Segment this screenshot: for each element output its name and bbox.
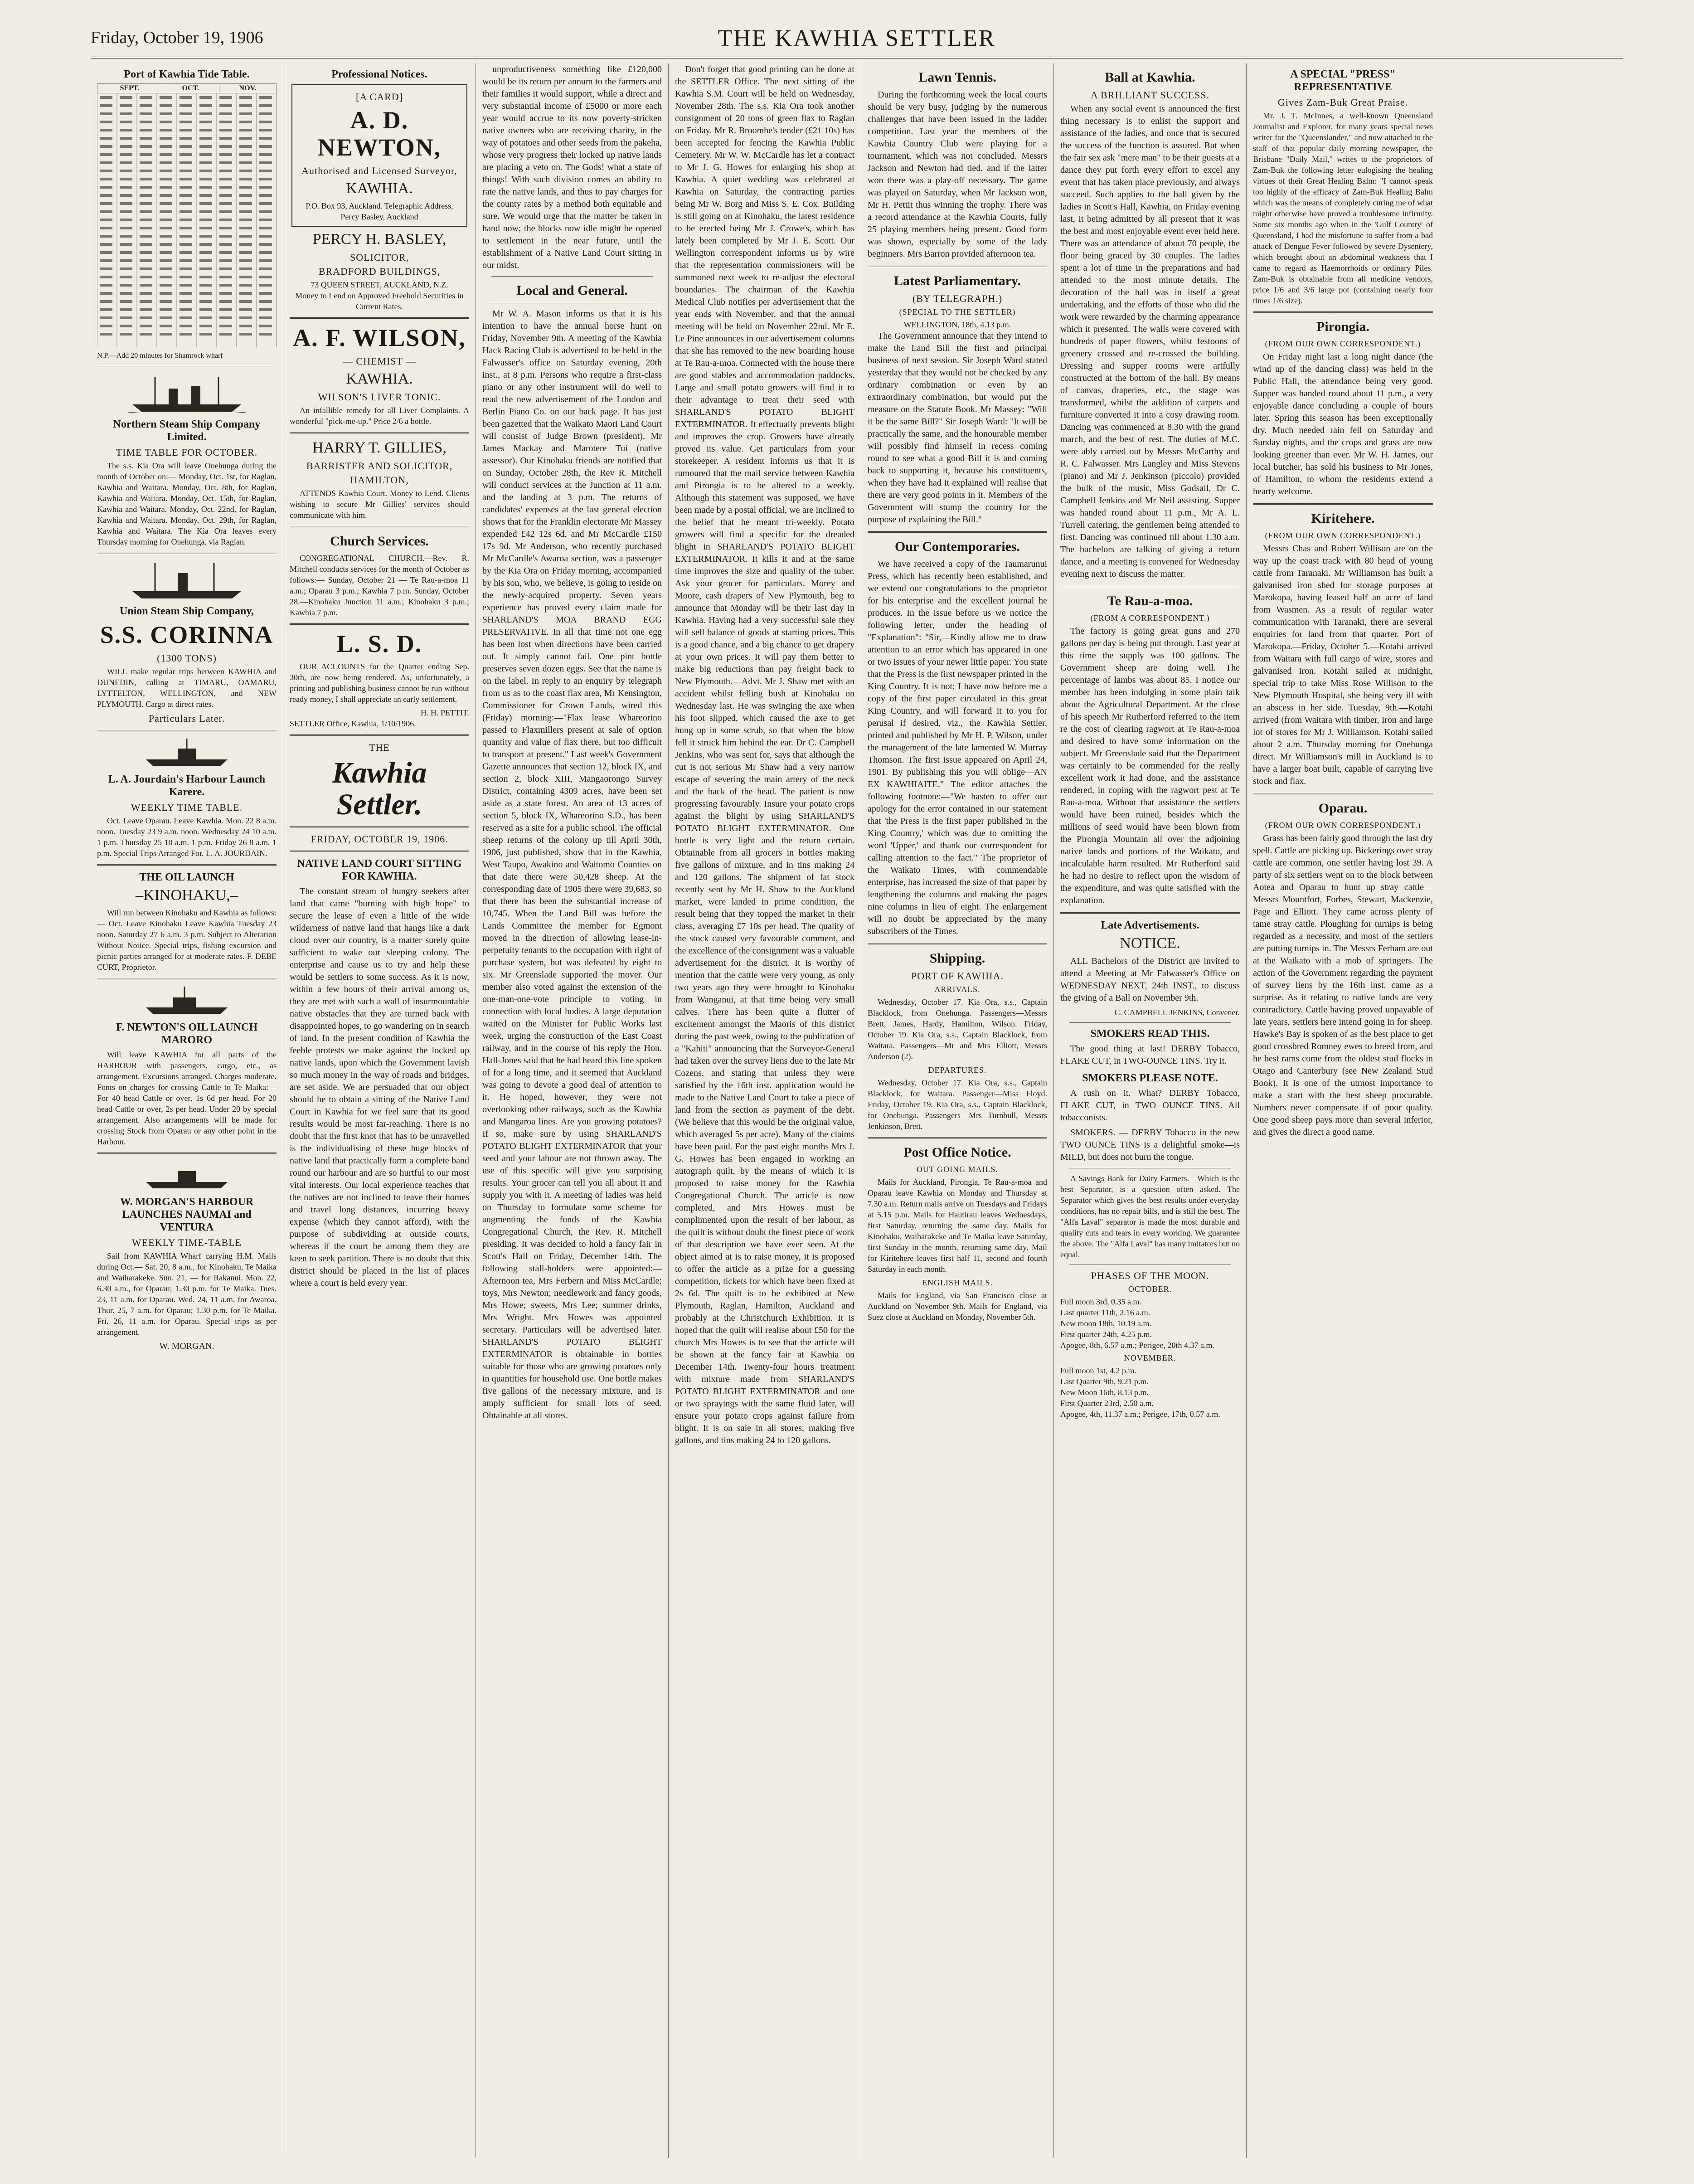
column-6 <box>1054 63 1247 2158</box>
tide-month-nov: NOV. <box>219 84 276 93</box>
contemporaries-text: We have received a copy of the Taumarunui Press, which has recently been established, and we extend our congratulations to the proprietor for his enterprise and the excellent journal he produces. In the issue before us we notice the following letter, under the heading of "Explanation": "Sir,—Kindly allow me to draw attention to an error which has appeared in one or two issues of your newer little paper. You state that the Press is the first newspaper printed in the King Country. It is not; I have now before me a copy of the first paper circulated in this great King Country, and will forward it to you for perusal if desired, viz., the Kawhia Settler, printed and published by Mr H. P. Wilson, under the management of the late lamented W. Murray Thomson. The first issue appeared on April 24, 1901. By publishing this you will oblige—AN EX KAWHIAITE." The editor attaches the following footnote:—"We hasten to offer our apology for the error contained in our statement that 'the Press is the first paper published in the King Country,' which was due to omitting the word 'Upper,' and thank our correspondent for calling attention to the fact." The proprietor of the Waikato Times, with commendable enterprise, has increased the size of that paper by lengthening the columns and making the pages nine columns in lieu of eight. The enlargement will no doubt be appreciated by the many subscribers of the Times. <box>868 559 1047 936</box>
newspaper-title: THE KAWHIA SETTLER <box>718 25 996 51</box>
church-services-text: CONGREGATIONAL CHURCH.—Rev. R. Mitchell conducts services for the month of October as follows:— Sunday, October 21 — Te Rau-a-moa 11 a.m.; Oparau 3 p.m.; Kawhia 7 p.m. Sunday, October 28.—Kinohaku Junction 11 a.m.; Kinohaku 3 p.m.; Kawhia 7 p.m. <box>290 554 469 617</box>
union-steam-title: Union Steam Ship Company, <box>119 605 254 617</box>
port-of-kawhia: PORT OF KAWHIA. <box>911 970 1004 982</box>
notice-text: ALL Bachelors of the District are invited to attend a Meeting at Mr Falwasser's Office on WEDNESDAY NEXT, 24th INST., to discuss the giving of a Ball on November 9th. <box>1060 956 1240 1003</box>
moon-oct-row: First quarter 24th, 4.25 p.m. <box>1060 1330 1152 1339</box>
oil-launch-text: Will run between Kinohaku and Kawhia as follows:— Oct. Leave Kinohaku Leave Kawhia Tuesday 23 noon. Saturday 27 6 a.m. 3 p.m. Subject to Alteration Without Notice. Special trips, fishing excursion and picnic parties arranged for at moderate rates. F. DEBE CURT, Proprietor. <box>97 908 277 972</box>
moon-nov-row: New Moon 16th, 8.13 p.m. <box>1060 1388 1149 1397</box>
english-mails: ENGLISH MAILS. <box>922 1278 993 1287</box>
moon-november: NOVEMBER. <box>1124 1353 1176 1362</box>
ball-title: Ball at Kawhia. <box>1105 70 1195 85</box>
local-general-title: Local and General. <box>516 283 628 298</box>
tide-month-sept: SEPT. <box>97 84 162 93</box>
latest-parliamentary-text: The Government announce that they intend to make the Land Bill the first and principal business of next session. Sir Joseph Ward stated yesterday that they would not be checked by any ordinary combination or even by an extraordinary combination, but would put the measure on the Statute Book. Mr Massey: "Will it be the same Bill?" Sir Joseph Ward: "It will be practically the same, and the honourable member will possibly find himself in recess coming round to see what a good Bill it is and coming back to supporting it, because his constituents, when they have had it explained will realise that there are very good points in it. Members of the Government will stump the country for the purpose of explaining the Bill." <box>868 331 1047 525</box>
departures-title: DEPARTURES. <box>928 1065 987 1075</box>
moon-oct-row: Last quarter 11th, 2.16 a.m. <box>1060 1308 1150 1317</box>
moon-nov-row: First Quarter 23rd, 2.50 a.m. <box>1060 1399 1154 1408</box>
newton-name: A. D. NEWTON, <box>317 107 442 161</box>
tide-table-title: Port of Kawhia Tide Table. <box>124 68 250 80</box>
smokers-text: The good thing at last! DERBY Tobacco, FLAKE CUT, in TWO-OUNCE TINS. Try it. <box>1060 1044 1240 1066</box>
zam-buk-subtitle: Gives Zam-Buk Great Praise. <box>1277 97 1408 108</box>
basley-name: PERCY H. BASLEY, <box>312 231 447 248</box>
smokers-text-3: SMOKERS. — DERBY Tobacco in the new TWO OUNCE TINS is a delightful smoke—is MILD, but does not burn the tongue. <box>1060 1128 1240 1162</box>
columns <box>91 63 1632 2158</box>
launch-icon <box>141 737 232 769</box>
smokers-title-2: SMOKERS PLEASE NOTE. <box>1082 1072 1218 1084</box>
column-1 <box>91 63 283 2158</box>
native-land-continued: unproductiveness something like £120,000 would be its return per annum to the farmers and their families it would support, while a direct and very substantial income of £5000 or more each year would accrue to its now poverty-stricken native owners who are receiving charity, in the way of potatoes and other seeds from the pakeha, whose very progress their locked up native lands are placing a veto on. The Gods! what a state of things! With such division comes an ability to rate the native lands, and thus to pay charges for the county rates by a method both equitable and sure. We would urge that the matter be taken in hand now; the blocks now idle might be opened to settlement in the near future, until the establishment of a Native Land Court sitting in our midst. <box>482 64 662 270</box>
basley-lending: Money to Lend on Approved Freehold Securities in Current Rates. <box>295 291 464 311</box>
zam-buk-title: A SPECIAL "PRESS" REPRESENTATIVE <box>1290 68 1396 93</box>
tide-table <box>97 83 277 93</box>
special-to-settler: (SPECIAL TO THE SETTLER) <box>899 307 1016 316</box>
late-advertisements-title: Late Advertisements. <box>1101 919 1199 931</box>
zam-buk-text: Mr. J. T. McInnes, a well-known Queensland Journalist and Explorer, for many years special news writer for the "Queenslander," and now attached to the staff of that popular daily morning newspaper, the Brisbane "Daily Mail," writes to the proprietors of Zam-Buk the following letter eulogising the healing virtues of their Great Healing Balm: "I cannot speak too highly of the efficacy of Zam-Buk Healing Balm which was the means of completely curing me of what might otherwise have proved a troublesome infirmity. Some six months ago when in the 'Gulf Country' of Queensland, I had the misfortune to suffer from a bad attack of Dengue Fever followed by severe Dysentery, which brought about an abdominal weakness that I came to regard as Haemorrhoids or ordinary Piles. Zam-Buk is obtainable from all medicine vendors, price 1/6 and 3/6 large pot (containing nearly four times 1/6 size). <box>1253 111 1433 305</box>
lawn-tennis-text: During the forthcoming week the local courts should be very busy, judging by the numerous challenges that have been issued in the ladder competition. Last year the members of the Kawhia Country Club were playing for a tournament, which was not concluded. Messrs Jackson and Newton had tied, and if the latter won there was a play-off necessary. The game was played on Saturday, when Mr Jackson won, Mr H. Pettit thus winning the trophy. There was a record attendance at the Kawhia Courts, fully 25 playing members being present. Good form was shown, especially by some of the lady beginners. Mrs Barron provided afternoon tea. <box>868 90 1047 259</box>
oil-launch-title: THE OIL LAUNCH <box>139 871 234 883</box>
moon-nov-row: Full moon 1st, 4.2 p.m. <box>1060 1366 1137 1375</box>
jourdain-title: L. A. Jourdain's Harbour Launch Karere. <box>108 773 266 798</box>
corinna-text: WILL make regular trips between KAWHIA and DUNEDIN, calling at TIMARU, OAMARU, LYTTELTON, WELLINGTON, and NEW PLYMOUTH. Cargo at direct rates. <box>97 667 277 709</box>
wilson-town: KAWHIA. <box>346 370 413 387</box>
newton-card <box>291 84 467 227</box>
ball-subtitle: A BRILLIANT SUCCESS. <box>1090 89 1210 101</box>
kiritehere-correspondent: (FROM OUR OWN CORRESPONDENT.) <box>1265 531 1421 540</box>
latest-parliamentary-title: Latest Parliamentary. <box>894 273 1021 288</box>
lsd-office: SETTLER Office, Kawhia, 1/10/1906. <box>290 719 416 728</box>
column-2 <box>283 63 476 2158</box>
nameplate-the: THE <box>369 742 390 753</box>
local-general-continued: Don't forget that good printing can be done at the SETTLER Office. The next sitting of the Kawhia S.M. Court will be held on Wednesday, November 28th. The s.s. Kia Ora took another consignment of 20 tons of green flax to Raglan on Friday. Mr R. Broomhe's tender (£21 10s) has been accepted for fencing the Kawhia Public Cemetery. Mr W. W. McCardle has let a contract to Mr J. G. Howes for enlarging his shop at Kawhia. A quiet wedding was celebrated at Kawhia on Saturday, the contracting parties being Mr W. Borg and Miss S. E. Cox. Building is still going on at Kinohaku, the latest residence to be erected being Mr J. Crowe's, which has lately been completed by Mr J. E. Scott. Our Wellington correspondent informs us by wire that the representation commissioners will be summoned next week to re-adjust the electoral boundaries. The chairman of the Kawhia Medical Club notifies per advertisement that the year ends with November, and that the annual meeting will be held on November 22nd. Mr E. Le Pine announces in our advertisement columns that she has removed to the new boarding house at Te Rau-a-moa. Connected with the house there are good stables and accommodation paddocks. Large and small potato growers will find it to their advantage to treat their seed with SHARLAND'S POTATO BLIGHT EXTERMINATOR. It effectually prevents blight and improves the crop. Growers have already proved its value. Get particulars from your storekeeper. A resident informs us that it is rumoured that the mail service between Kawhia and Pirongia is to be altered to a weekly. Although this statement was supposed, we have been made by a postal official, we are inclined to the belief that he meant tri-weekly. Potato growers will find a specific for the dreaded blight in SHARLAND'S POTATO BLIGHT EXTERMINATOR. It kills it and at the same time improves the size and quality of the tuber. Ask your grocer for particulars. Morey and Moore, cash drapers of New Plymouth, beg to announce that Monday will be their last day in Kawhia. Having had a very successful sale they will sell balance of goods at starting prices. This is a good chance, and a big chance to get drapery at your own prices. It will pay them better to make big reductions than pay freight back to New Plymouth.—Advt. Mr J. Shaw met with an accident whilst felling bush at Kinohaku on Wednesday last. He was swinging the axe when his foot slipped, which caused the axe to get hung up in some scrub, so that when the blow fell it struck him behind the ear. Dr C. Campbell Jenkins, who was sent for, says that although the cut is not serious Mr Shaw had a very narrow escape of severing the main artery of the neck and the back of the head. The patient is now progressing favourably. Insure your potato crops against the blight by using SHARLAND'S POTATO BLIGHT EXTERMINATOR. One bottle is very light and the return certain. Obtainable from all grocers in bottles making five gallons of mixture, and in tins making 24 and 120 gallons. The shipment of fat stock recently sent by Mr H. Shaw to the Auckland market, were landed in prime condition, the result being that they topped the market in their class, averaging £7 10s per head. The quality of the stock caused very favourable comment, and the excellence of the consignment was a valuable advertisement for the district. It is worthy of mention that the cattle were very young, as only two years ago they were brought to Kinohaku from Wanganui, at that time being very small calves. There has been quite a flutter of excitement amongst the Maoris of this district during the past week, owing to the publication of a "Kahiti" announcing that the Surveyor-General had taken over the survey liens due to the late Mr Cozens, and stating that unless they were satisfied by the 16th inst. application would be made to the Native Land Court to take a piece of land from the section as payment of the debt. (We believe that this would be the original value, which averaged 5s per acre). Many of the claims have been paid. For the past eight months Mrs J. G. Howes has been engaged in working an autograph quilt, by the means of which it is proposed to raise money for the Kawhia Congregational Church. The article is now completed, and Mrs Howes must be complimented upon the result of her labour, as the quilt is without doubt the finest piece of work of that description we have ever seen. At the object aimed at is to raise money, it is proposed to offer the article as a prize for a guessing competition, tickets for which have been fixed at 2s 6d. The quilt is to be exhibited at New Plymouth, Raglan, Hamilton, Auckland and probably at the Christchurch Exhibition. It is hoped that the quilt will realise about £50 for the church Mrs Howes is to see that the article will be shown at the fancy fair at Kawhia on December 14th. Twenty-four hours treatment with mixture made from SHARLAND'S POTATO BLIGHT EXTERMINATOR and one or two sprayings with the same fluid later, will ensure your potato crops against failure from blight. It is on sale in all stores, making five gallons, and tins making 24 to 120 gallons. <box>675 64 854 1445</box>
departures-text: Wednesday, October 17. Kia Ora, s.s., Captain Blacklock, for Waitara. Passenger—Miss Floyd. Friday, October 19. Kia Ora, s.s., Captain Blacklock, for Onehunga. Passengers—Mrs Turnbull, Messrs Jenkinson, Brett. <box>868 1078 1047 1131</box>
newton-address: P.O. Box 93, Auckland. Telegraphic Address, Percy Basley, Auckland <box>306 201 453 221</box>
steamship-icon <box>128 559 246 600</box>
te-rau-a-moa-text: The factory is going great guns and 270 gallons per day is being put through. Last year at this time the supply was 100 gallons. The Government sheep are doing well. The percentage of lambs was about 85. I notice our member has been indulging in some plain talk about the Agricultural Department. At the close of his speech Mr Rutherford referred to the item re the cost of clearing ragwort at Te Rau-a-moa and desired to have some information on the subject. Mr Greenslade said that the Department was certainly to be commended for the really excellent work it had done, and the assistance rendered, in coping with the ragwort pest at Te Rau-a-moa. Without that assistance the settlers would have been ruined, besides which the millions of seed would have been blown from the Pirongia Mountain all over the adjoining native lands and portions of the Waikato, and incalculable harm resulted. Mr Rutherford said he had no desire to reflect upon the wisdom of the expenditure, and was quite satisfied with the explanation. <box>1060 626 1240 905</box>
professional-notices-title: Professional Notices. <box>331 68 427 80</box>
wilson-name: A. F. WILSON, <box>293 324 466 351</box>
launch-icon <box>141 1159 232 1191</box>
steamship-icon <box>128 373 246 413</box>
kiritehere-text: Messrs Chas and Robert Willison are on the way up the coast track with 80 head of young cattle from Taranaki. Mr Williamson has built a galvanised iron shed for storage purposes at Marokopa, having leased half an acre of land from Wasmen. As a result of regular water communication with Taranaki, there are several enquiries for land from that quarter. Port of Marokopa.—Friday, October 5.—Kotahi arrived from Waitara with full cargo of wire, stores and galvanised iron. Kotahi sailed at midnight, special trip to take Miss Rose Willison to the New Plymouth Hospital, she being very ill with an abscess in her side. Tuesday, 9th.—Kotahi arrived (from Waitara with timber, iron and large lot of stores for Mr J. Williamson. Kotahi sailed about 2 a.m. Thursday morning for Onehunga direct. Mr Williamson's mill in Auckland is to have a larger boat built, capable of carrying live stock and flax. <box>1253 544 1433 786</box>
northern-steam-title: Northern Steam Ship Company Limited. <box>113 418 261 443</box>
moon-phases-title: PHASES OF THE MOON. <box>1091 1270 1209 1281</box>
basley-buildings: BRADFORD BUILDINGS, <box>318 266 441 277</box>
northern-steam-text: The s.s. Kia Ora will leave Onehunga during the month of October on:— Monday, Oct. 1st, for Raglan, Kawhia and Waitara. Monday, Oct. 8th, for Raglan, Kawhia and Waitara. Monday, Oct. 15th, for Raglan, Kawhia and Waitara. Monday, Oct. 22nd, for Raglan, Kawhia and Waitara. Monday, Oct. 29th, for Raglan, Kawhia and Waitara. The Kia Ora leaves every Thursday morning for Onehunga, via Raglan. <box>97 461 277 546</box>
kinohaku-title: –KINOHAKU,– <box>136 887 238 904</box>
corinna-later: Particulars Later. <box>148 713 225 724</box>
column-7 <box>1247 63 1439 2158</box>
wilson-tonic: WILSON'S LIVER TONIC. <box>318 391 441 403</box>
savings-bank-text: A Savings Bank for Dairy Farmers.—Which is the best Separator, is a question often asked. The Separator which gives the best results under everyday conditions, has no repair bills, and is still the best. The "Alfa Laval" separator is made the most durable and quality cuts and tears in every working. We guarantee the above. The "Alfa Laval" has many imitators but no equal. <box>1060 1174 1240 1259</box>
outgoing-mails: OUT GOING MAILS. <box>916 1165 999 1174</box>
newton-town: KAWHIA. <box>346 180 413 197</box>
moon-oct-apogee: Apogee, 8th, 6.57 a.m.; Perigee, 20th 4.37 a.m. <box>1060 1341 1214 1350</box>
notice-sign: C. CAMPBELL JENKINS, Convener. <box>1114 1008 1240 1017</box>
notice-title: NOTICE. <box>1120 935 1180 952</box>
pirongia-correspondent: (FROM OUR OWN CORRESPONDENT.) <box>1265 339 1421 348</box>
wilson-text: An infallible remedy for all Liver Complaints. A wonderful "pick-me-up." Price 2/6 a bottle. <box>290 406 469 426</box>
lsd-text: OUR ACCOUNTS for the Quarter ending Sep. 30th, are now being rendered. As, unfortunately, a printing and publishing business cannot be run without ready money, I shall appreciate an early settlement. <box>290 662 469 704</box>
arrivals-text: Wednesday, October 17. Kia Ora, s.s., Captain Blacklock, from Onehunga. Passengers—Messrs Brett, James, Hardy, Hamilton, Wilson. Friday, October 19. Kia Ora, s.s., Captain Blacklock, from Waitara. Passengers—Mr and Mrs Elliott, Messrs Anderson (2). <box>868 997 1047 1061</box>
oparau-text: Grass has been fairly good through the last dry spell. Cattle are picking up. Bickerings over stray cattle are common, one settler having lost 39. A party of six settlers went on to the block between Aotea and Oparau to hunt up stray cattle—Messrs Mountfort, Forbes, Stewart, Mackenzie, Page and Elliott. They came across plenty of tame stray cattle. Ploughing for turnips is being regarded as a necessity, and most of the settlers are putting turnips in. The Messrs Ferham are out at the Waikato with a mob of springers. The action of the Government regarding the payment of survey liens by the 16th inst. came as a surprise. As it relating to native lands are very contradictory. Cattle having proved unpayable of late years, settlers here intend going in for sheep. Hawke's Bay is spoken of as the best place to get good crossbred Romney ewes to breed from, and he best rams come from the oldest stud flocks in Otago and Canterbury (see New Zealand Stud Book). It is one of the utmost importance to make a start with the best sheep procurable. Numbers never compensate if of poor quality. One good sheep pays more than several inferior, and gives the direct a good name. <box>1253 833 1433 1137</box>
kiritehere-title: Kiritehere. <box>1311 511 1375 526</box>
gillies-town: HAMILTON, <box>350 474 409 486</box>
native-land-title: NATIVE LAND COURT SITTING FOR KAWHIA. <box>297 858 462 882</box>
shipping-title: Shipping. <box>929 951 985 966</box>
church-services-title: Church Services. <box>330 534 429 549</box>
native-land-text: The constant stream of hungry seekers after land that came "burning with high hope" to secure the lease of even a little of the wide wilderness of native land that hangs like a dark cloud over our country, is a matter surely quite sufficient to wake our sleeping colony. The enterprise and cause us to try and help these would be settlers to some success. As it is now, within a few hours of their arrival among us, they are met with such a wall of insurmountable native obstacles that they are turned back with disappointed hopes, to go wandering on in search of land. In the present condition of Kawhia the feeble protests we make against the locked up native lands, upon which the Government lavish so much money in the way of roads and bridges, are set aside. We are persuaded that our object should be to obtain a sitting of the Native Land Court in Kawhia for we feel sure that its good results would be most far-reaching. There is no doubt that the first knot that has to be unravelled is the individualising of these huge blocks of native land that practically form a complete band round our harbour and are so hurtful to our most vital interests. Our local experience teaches that the natives are not inclined to leave their homes and travel long distances, incurring heavy expense (which they cannot afford), with the purpose of subdividing at outside courts, whereas if the court be among them they are keen to seek partition. There is no doubt that this district should be placed in the list of places where a court is held every year. <box>290 886 469 1288</box>
column-5 <box>861 63 1054 2158</box>
oparau-title: Oparau. <box>1318 801 1368 816</box>
issue-date: Friday, October 19, 1906 <box>91 28 263 47</box>
morgan-sign: W. MORGAN. <box>159 1341 214 1351</box>
morgan-title: W. MORGAN'S HARBOUR LAUNCHES NAUMAI and VENTURA <box>120 1196 254 1233</box>
moon-oct-row: New moon 18th, 10.19 a.m. <box>1060 1319 1151 1328</box>
tide-note: N.P.—Add 20 minutes for Shamrock wharf <box>97 352 223 360</box>
pirongia-text: On Friday night last a long night dance (the wind up of the dancing class) was held in the Public Hall, the attendance being very good. Supper was handed round about 11 p.m., a very enjoyable dance concluding a couple of hours later. Spring this season has been exceptionally dry. Much needed rain fell on Saturday and Sunday nights, and the crops and grass are now looking greener than ever. Mr W. H. James, our local butcher, has sold his business to Mr Jones, of Hamilton, to whom the residents extend a hearty welcome. <box>1253 352 1433 496</box>
nameplate-date: FRIDAY, OCTOBER 19, 1906. <box>311 833 448 845</box>
corinna-tons: (1300 TONS) <box>157 652 217 664</box>
gillies-name: HARRY T. GILLIES, <box>312 439 447 456</box>
moon-october: OCTOBER. <box>1128 1284 1172 1294</box>
te-rau-a-moa-correspondent: (FROM A CORRESPONDENT.) <box>1090 613 1210 623</box>
contemporaries-title: Our Contemporaries. <box>894 539 1020 554</box>
post-office-title: Post Office Notice. <box>903 1145 1011 1160</box>
jourdain-text: Oct. Leave Oparau. Leave Kawhia. Mon. 22 8 a.m. noon. Tuesday 23 9 a.m. noon. Wednesday 24 10 a.m. 1 p.m. Thursday 25 10 a.m. 1 p.m. Friday 26 8 a.m. 1 p.m. Special Trips Arranged For. L. A. JOURDAIN. <box>97 816 277 858</box>
morgan-text: Sail from KAWHIA Wharf carrying H.M. Mails during Oct.— Sat. 20, 8 a.m., for Kinohaku, Te Maika and Waiharakeke. Sun. 21, — for Rakanui. Mon. 22, 6.30 a.m., for Oparau; 1.30 p.m. for Te Maika. Tues. 23, 11 a.m. for Oparau. Wed. 24, 11 a.m. for Awaroa. Thur. 25, 7 a.m. for Oparau; 1.30 p.m. for Te Maika. Fri. 26, 11 a.m. for Oparau. Special trips as per arrangement. <box>97 1251 277 1337</box>
english-mails-text: Mails for England, via San Francisco close at Auckland on November 9th. Mails for England, via Suez close at Auckland on Monday, November 5th. <box>868 1291 1047 1322</box>
by-telegraph: (BY TELEGRAPH.) <box>912 293 1003 304</box>
nameplate: Kawhia Settler. <box>332 756 427 821</box>
moon-nov-apogee: Apogee, 4th, 11.37 a.m.; Perigee, 17th, 0.57 a.m. <box>1060 1410 1220 1419</box>
column-3 <box>476 63 669 2158</box>
pirongia-title: Pirongia. <box>1316 319 1369 334</box>
lawn-tennis-title: Lawn Tennis. <box>918 70 996 85</box>
newton-launch-title: F. NEWTON'S OIL LAUNCH MARORO <box>116 1021 258 1046</box>
wilson-subtitle: — CHEMIST — <box>342 355 417 367</box>
parliament-dateline: WELLINGTON, 18th, 4.13 p.m. <box>903 320 1011 329</box>
basley-address: 73 QUEEN STREET, AUCKLAND, N.Z. <box>311 280 448 289</box>
tide-table-grid <box>97 93 277 347</box>
tide-month-oct: OCT. <box>162 84 219 93</box>
gillies-text: ATTENDS Kawhia Court. Money to Lend. Clients wishing to secure Mr Gillies' services should communicate with him. <box>290 489 469 520</box>
lsd-title: L. S. D. <box>336 630 422 657</box>
masthead <box>91 25 1623 58</box>
lsd-sign: H. H. PETTIT. <box>420 708 469 717</box>
card-label: [A CARD] <box>356 91 403 102</box>
northern-steam-subtitle: TIME TABLE FOR OCTOBER. <box>116 447 258 458</box>
column-4 <box>669 63 861 2158</box>
basley-subtitle: SOLICITOR, <box>350 252 409 263</box>
smokers-text-2: A rush on it. What? DERBY Tobacco, FLAKE CUT, in TWO OUNCE TINS. All tobacconists. <box>1060 1088 1240 1123</box>
jourdain-subtitle: WEEKLY TIME TABLE. <box>131 802 243 813</box>
moon-oct-row: Full moon 3rd, 0.35 a.m. <box>1060 1297 1141 1306</box>
arrivals-title: ARRIVALS. <box>934 985 980 994</box>
ball-text: When any social event is announced the first thing necessary is to enlist the support and assistance of the ladies, and once that is secured the success of the function is assured. But when the fair sex ask "mere man" to be their guests at a dance they put forth every effort to excel any event that has taken place previously, and always succeed. Such applies to the ball given by the ladies in Scott's Hall, Kawhia, on Friday evening last, it being admitted by all present that it was the best and most enjoyable event ever held here. There was an attendance of about 70 people, the floor being graced by 30 couples. The ladies spent a lot of time in the preparations and had attended to the most minute details. The decoration of the hall was in itself a great undertaking, and the efforts of those who did the work were rewarded by the charming appearance which it presented. The walls were covered with hundreds of paper flowers, whilst festoons of greenery crossed and re-crossed the building. Dressing and supper rooms were artfully constructed at the bottom of the hall. By means of canvas, draperies, etc., the stage was transformed, whilst the addition of carpets and furniture converted it into a cosy drawing room. Dancing was commenced at 8.30 with the grand march, and the best of rest. The duties of M.C. were ably carried out by Messrs McCarthy and R. C. Falwasser. Mrs Langley and Miss Stevens (piano) and Mr J. Jenkinson (piccolo) provided the bulk of the music, Miss Godsall, Dr C. Campbell Jenkins and Mr Neil assisting. Supper was handed round about 11 p.m., Mr A. L. Turrell catering, the gentlemen being attended to first. Dancing was continued till about 1.30 a.m. The bachelors are talking of giving a return dance, and a meeting is convened for Wednesday evening next to discuss the matter. <box>1060 104 1240 579</box>
moon-nov-row: Last Quarter 9th, 9.21 p.m. <box>1060 1377 1149 1386</box>
morgan-subtitle: WEEKLY TIME-TABLE <box>131 1237 242 1248</box>
launch-icon <box>141 985 232 1017</box>
newton-launch-text: Will leave KAWHIA for all parts of the HARBOUR with passengers, cargo, etc., as arrangement. Excursions arranged. Charges moderate. Fonts on charges for crossing Cattle to Te Maika:— For 40 head Cattle or over, 1s 6d per head. For 20 head Cattle or over, 2s per head. Under 20 by special arrangement. Also arrangements will be made for crossing Stock from Oparau or any other point in the Harbour. <box>97 1050 277 1146</box>
gillies-subtitle: BARRISTER AND SOLICITOR, <box>306 460 453 472</box>
post-office-text: Mails for Auckland, Pirongia, Te Rau-a-moa and Oparau leave Kawhia on Monday and Thursday at 7.30 a.m. Return mails arrive on Tuesdays and Fridays at 5.15 p.m. Mails for Hautirau leaves Wednesdays, first Saturday, returning the same day. Mails for Kinohaku, Waiharakeke and Te Maika leave Saturday, first Sunday in the month, returning same day. Mail for Kiritehere leaves first half 11, second and fourth Saturday in each month. <box>868 1177 1047 1274</box>
smokers-title: SMOKERS READ THIS. <box>1090 1028 1210 1040</box>
te-rau-a-moa-title: Te Rau-a-moa. <box>1107 593 1193 608</box>
newton-subtitle: Authorised and Licensed Surveyor, <box>301 165 457 176</box>
corinna-title: S.S. CORINNA <box>100 621 274 648</box>
local-general-text: Mr W. A. Mason informs us that it is his intention to have the annual horse hunt on Friday, November 9th. A meeting of the Kawhia Hack Racing Club is advertised to be held in the Falwasser's office on Saturday evening, 20th inst., at 8 p.m. Persons who require a first-class piano or any other instrument will do well to read the new advertisement of the London and Berlin Piano Co. on our back page. It has just been gazetted that the Waikato Maori Land Court will consist of Judge Brown (president), Mr James Mackay and Marotere Tui (native assessor). Our Kinohaku friends are notified that on Sunday, October 28th, the Rev R. Mitchell will conduct services at the Junction at 11 a.m. and the landing at 3 p.m. The returns of candidates' expenses at the last general election shows that for the Franklin electorate Mr Massey expended £42 12s 6d, and Mr McCardle £150 17s 9d. Mr Anderson, who recently purchased Mr McCardle's Awaroa section, was a passenger by the Kia Ora on Friday morning, accompanied by his son, who, we believe, is going to reside on the newly-acquired property. Seven years experience has proved every claim made for SHARLAND'S MOA BRAND EGG PRESERVATIVE. In all that time not one egg has been lost when directions have been carried out. It simply cannot fail. One pint bottle preserves seven dozen eggs. See that the name is on the label. In reply to an enquiry by telegraph from us as to the coast flax area, Mr Kensington, Commissioner for Crown Lands, wired this (Friday) morning:—"Flax lease Whareorino passed to Flaxmillers present at sale of option quantity and value of flax there, but too difficult to transport at present." Last week's Government Gazette announces that section 12, block IX, and section 2, block XIII, Mangaorongo Survey District, containing 4309 acres, have been set aside as a state forest. An area of 13 acres of section 5, block IX, Whareorino S.D., has been reserved as a site for a public school. The official sheep returns of the colony up till April 30th, 1906, just published, show that in the Kawhia, West Taupo, Awakino and Waitomo Counties on that date there were 50,428 sheep. At the corresponding date of 1905 there were 39,683, so that there has been the substantial increase of 10,745. When the Land Bill was before the Lands Committee the member for Egmont moved in the direction of allowing lease-in-perpetuity tenants to the occupation with right of purchase system, but was defeated by eight to six. Mr Greenslade supported the mover. Our member also voted against the extension of the one-man-one-vote principle to voting in connection with local bodies. A large deputation waited on the Minister for Public Works last week, urging the construction of the East Coast railway, and in the course of his reply the Hon. Hall-Jones said that he had heard this line spoken of for a long time, and it seemed that Auckland was going to devote a good deal of attention to it. He hoped, however, they were not overlooking other railways, such as the Kawhia and Mangaroa lines. Are you growing potatoes? If so, make sure by using SHARLAND'S POTATO BLIGHT EXTERMINATOR that your seed and your labour are not thrown away. The use of this specific will give you surprising results. Your grocer can tell you all about it and supply you with it. A meeting of ladies was held on Thursday to formulate some scheme for augmenting the funds of the Kawhia Congregational Church, the Rev. R. Mitchell presiding. It was decided to hold a fancy fair in Scott's Hall on Friday, December 14th. The following stall-holders were appointed:— Afternoon tea, Mrs Ferbern and Miss McCardle; toys, Mrs Newton; needlework and fancy goods, Mrs Howe; sweets, Mrs Lee; summer drinks, Mrs Wright. Mrs Howes was appointed secretary. Particulars will be advertised later. SHARLAND'S POTATO BLIGHT EXTERMINATOR is obtainable in bottles suitable for those who are growing potatoes only in quantities for household use. One bottle makes five gallons of the necessary mixture, and is amply sufficient for small lots of seed. Obtainable at all stores. <box>482 309 662 1420</box>
oparau-correspondent: (FROM OUR OWN CORRESPONDENT.) <box>1265 821 1421 830</box>
